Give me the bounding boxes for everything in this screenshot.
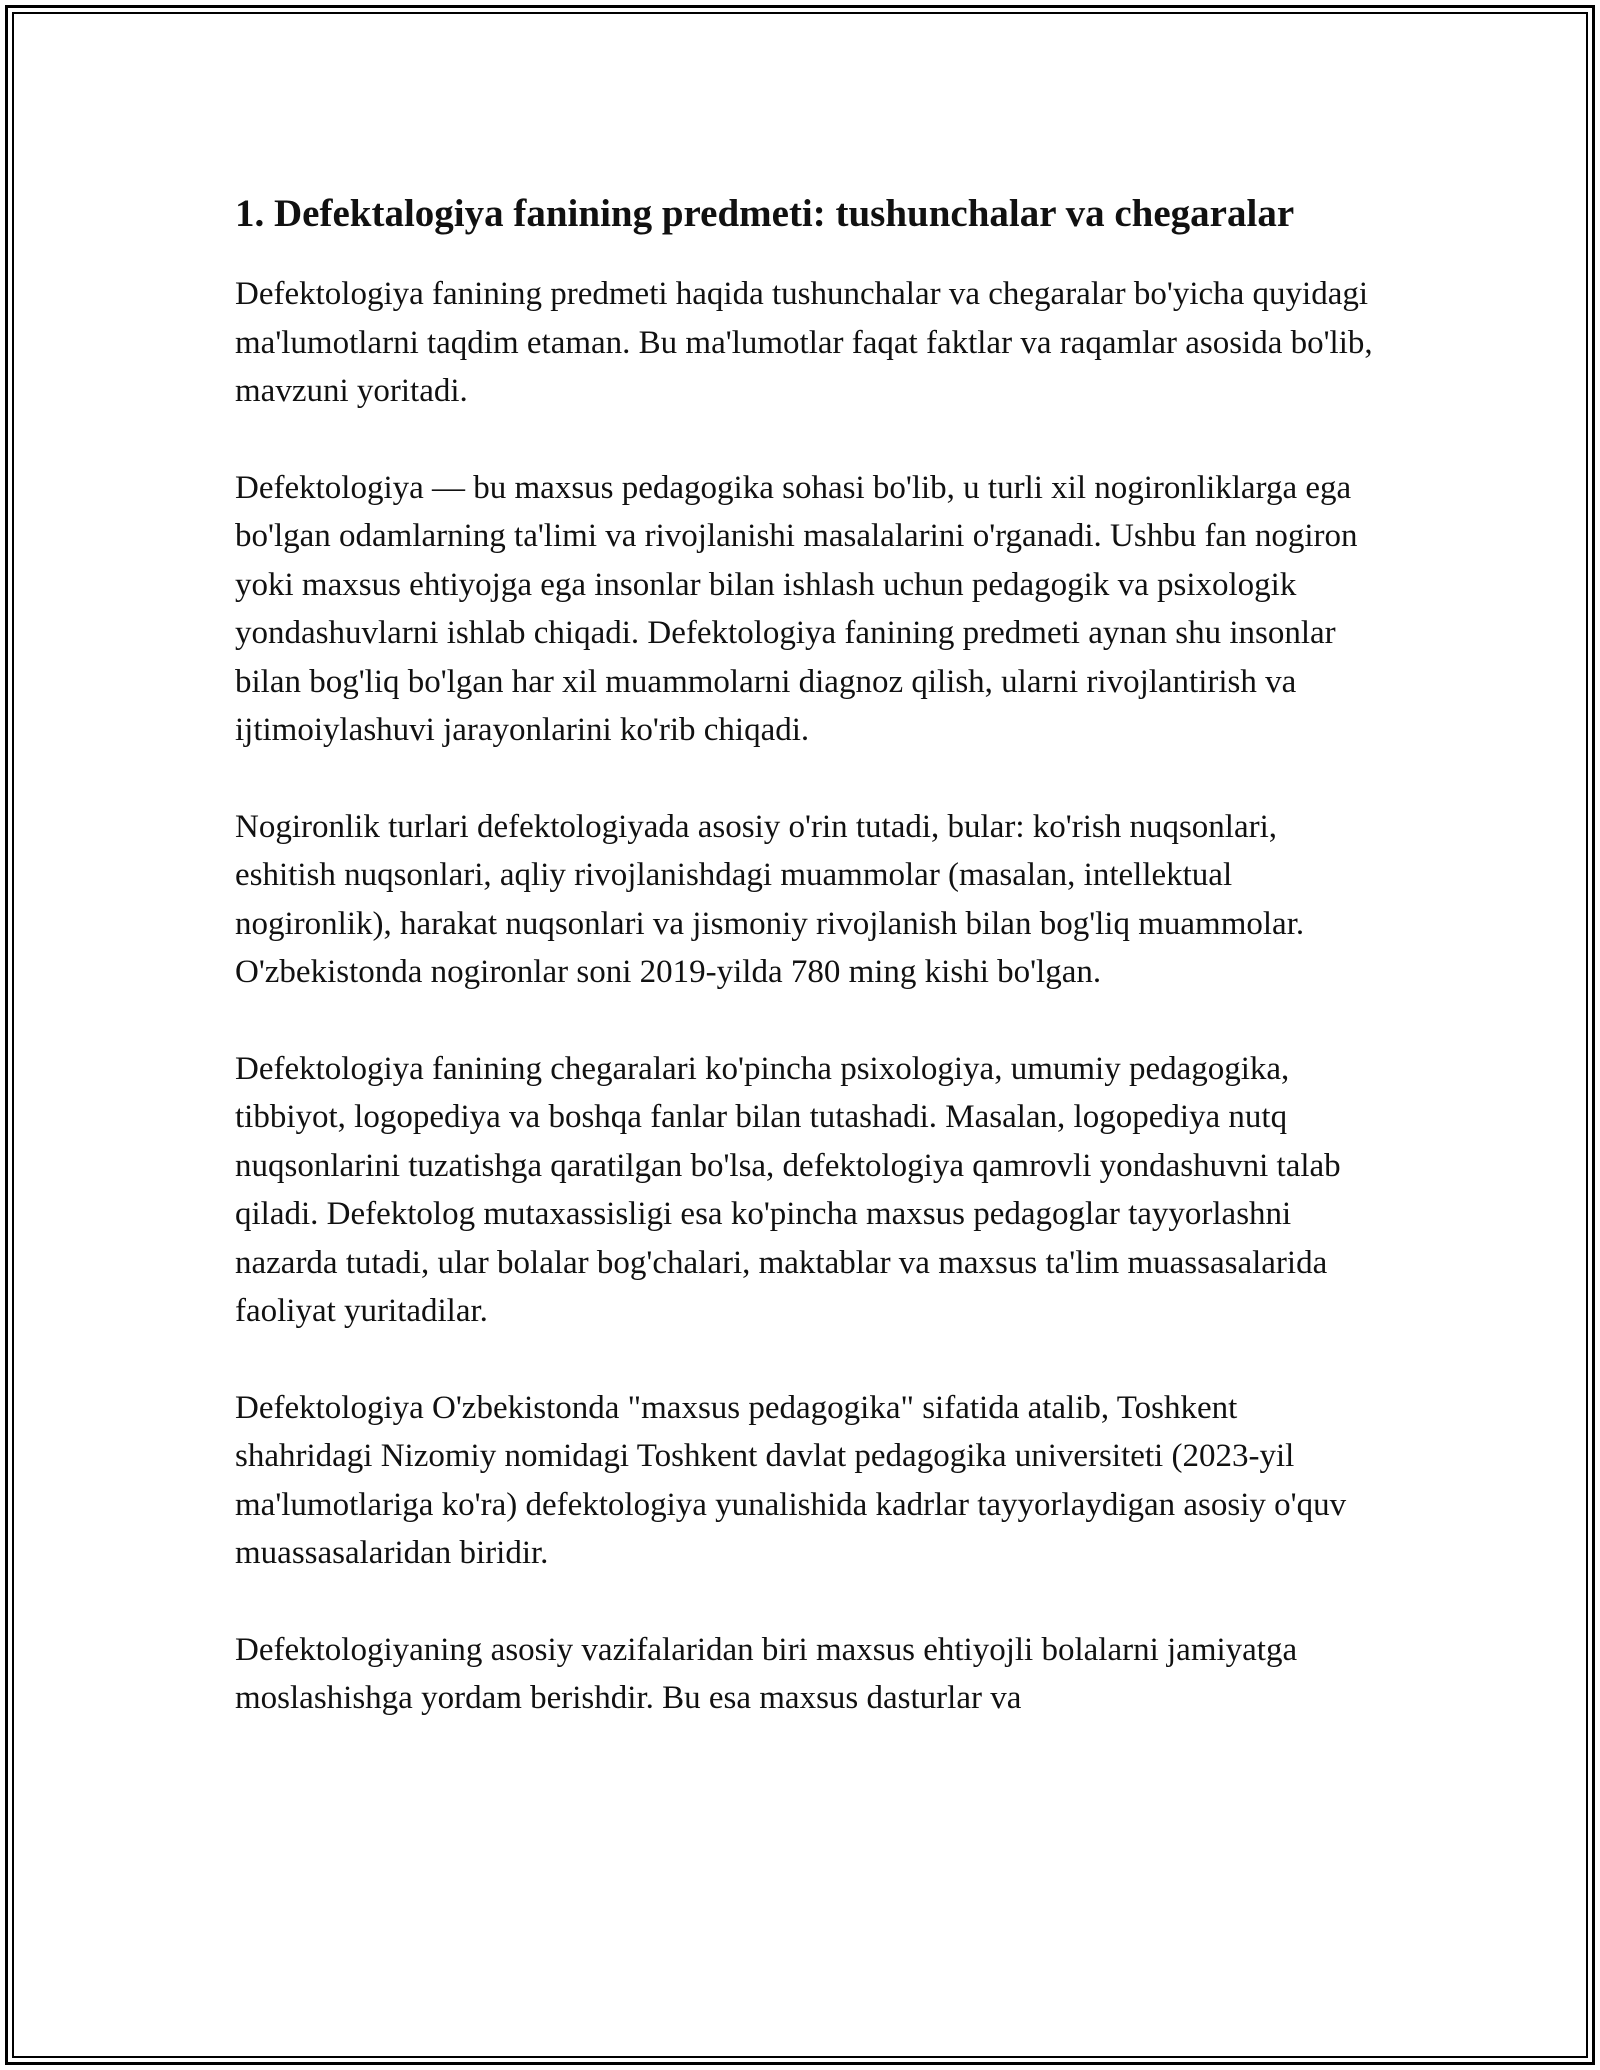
document-body <box>235 186 1375 1771</box>
paragraph-boundaries: Defektologiya fanining chegaralari ko'pincha psixologiya, umumiy pedagogika, tibbiyot, logopediya va boshqa fanlar bilan tutashadi. Masalan, logopediya nutq nuqsonlarini tuzatishga qaratilgan bo'lsa, defektologiya qamrovli yondashuvni talab qiladi. Defektolog mutaxassisligi esa ko'pincha maxsus pedagoglar tayyorlashni nazarda tutadi, ular bolalar bog'chalari, maktablar va maxsus ta'lim muassasalarida faoliyat yuritadilar. <box>235 1050 1341 1329</box>
paragraph-uzbekistan: Defektologiya O'zbekistonda "maxsus pedagogika" sifatida atalib, Toshkent shahridagi Nizomiy nomidagi Toshkent davlat pedagogika universiteti (2023-yil ma'lumotlariga ko'ra) defektologiya yunalishida kadrlar tayyorlaydigan asosiy o'quv muassasalaridan biridir. <box>235 1389 1347 1571</box>
paragraph-disability-types: Nogironlik turlari defektologiyada asosiy o'rin tutadi, bular: ko'rish nuqsonlari, eshitish nuqsonlari, aqliy rivojlanishdagi muammolar (masalan, intellektual nogironlik), harakat nuqsonlari va jismoniy rivojlanish bilan bog'liq muammolar. O'zbekistonda nogironlar soni 2019-yilda 780 ming kishi bo'lgan. <box>235 808 1305 990</box>
paragraph-intro: Defektologiya fanining predmeti haqida tushunchalar va chegaralar bo'yicha quyidagi ma'lumotlarni taqdim etaman. Bu ma'lumotlar faqat faktlar va raqamlar asosida bo'lib, mavzuni yoritadi. <box>235 276 1373 409</box>
paragraph-tasks: Defektologiyaning asosiy vazifalaridan biri maxsus ehtiyojli bolalarni jamiyatga moslashishga yordam berishdir. Bu esa maxsus dasturlar va <box>235 1631 1298 1716</box>
section-heading: 1. Defektalogiya fanining predmeti: tushunchalar va chegaralar <box>235 192 1295 235</box>
paragraph-definition: Defektologiya — bu maxsus pedagogika sohasi bo'lib, u turli xil nogironliklarga ega bo'lgan odamlarning ta'limi va rivojlanishi masalalarini o'rganadi. Ushbu fan nogiron yoki maxsus ehtiyojga ega insonlar bilan ishlash uchun pedagogik va psixologik yondashuvlarni ishlab chiqadi. Defektologiya fanining predmeti aynan shu insonlar bilan bog'liq bo'lgan har xil muammolarni diagnoz qilish, ularni rivojlantirish va ijtimoiylashuvi jarayonlarini ko'rib chiqadi. <box>235 469 1358 748</box>
